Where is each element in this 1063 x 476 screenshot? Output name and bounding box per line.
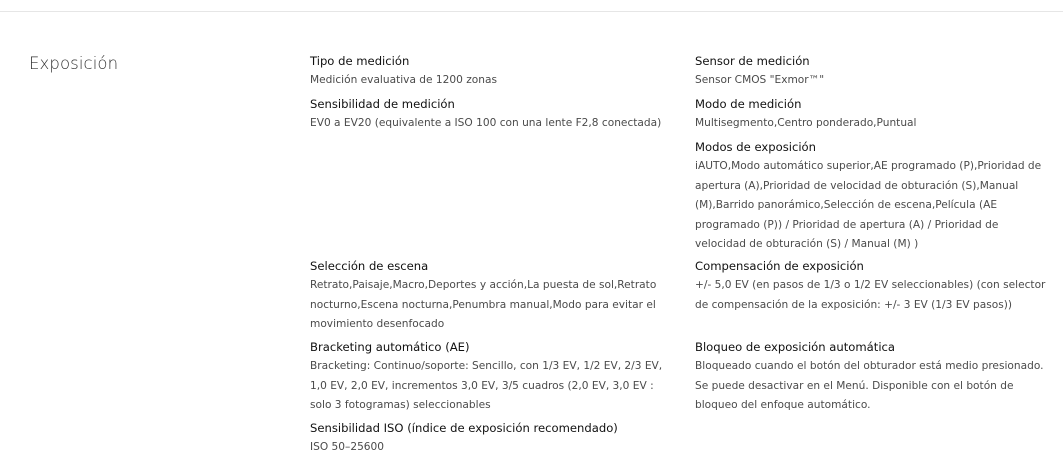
spec-label: Tipo de medición — [310, 54, 410, 68]
spec-ae-lock — [695, 338, 1047, 416]
spec-value: ISO 50–25600 — [310, 441, 385, 453]
spec-label: Sensibilidad ISO (índice de exposición recomendado) — [310, 421, 618, 435]
spec-metering-mode — [695, 95, 1047, 134]
spec-label: Bracketing automático (AE) — [310, 340, 470, 354]
spec-ae-bracketing — [310, 338, 672, 416]
spec-label: Modo de medición — [695, 97, 802, 111]
section-title: Exposición — [29, 54, 119, 73]
spec-value: EV0 a EV20 (equivalente a ISO 100 con una lente F2,8 conectada) — [310, 117, 662, 129]
spec-value: +/- 5,0 EV (en pasos de 1/3 o 1/2 EV seleccionables) (con selector de compensación de la exposición: +/- 3 EV (1/3 EV pasos)) — [695, 279, 1046, 311]
spec-metering-type — [310, 52, 672, 91]
spec-value: Multisegmento,Centro ponderado,Puntual — [695, 117, 917, 129]
spec-value: Bracketing: Continuo/soporte: Sencillo, con 1/3 EV, 1/2 EV, 2/3 EV, 1,0 EV, 2,0 EV, incrementos 3,0 EV, 3/5 cuadros (2,0 EV, 3,0 EV : solo 3 fotogramas) seleccionables — [310, 360, 663, 412]
spec-value: Sensor CMOS "Exmor™" — [695, 74, 825, 86]
spec-scene-selection — [310, 257, 672, 335]
spec-value: Bloqueado cuando el botón del obturador está medio presionado. Se puede desactivar en el Menú. Disponible con el botón de bloqueo del enfoque automático. — [695, 360, 1044, 412]
spec-value: Retrato,Paisaje,Macro,Deportes y acción,La puesta de sol,Retrato nocturno,Escena nocturna,Penumbra manual,Modo para evitar el movimiento desenfocado — [310, 279, 657, 331]
spec-value: iAUTO,Modo automático superior,AE programado (P),Prioridad de apertura (A),Prioridad de velocidad de obturación (S),Manual (M),Barrido panorámico,Selección de escena,Película (AE programado (P)) / Prioridad de apertura (A) / Prioridad de velocidad de obturación (S) / Manual (M) ) — [695, 160, 1042, 251]
spec-metering-sensor — [695, 52, 1047, 91]
spec-metering-sensitivity — [310, 95, 672, 134]
spec-label: Bloqueo de exposición automática — [695, 340, 896, 354]
spec-label: Sensibilidad de medición — [310, 97, 455, 111]
spec-label: Selección de escena — [310, 259, 429, 273]
spec-iso-sensitivity — [310, 419, 672, 458]
spec-exposure-compensation — [695, 257, 1047, 315]
spec-value: Medición evaluativa de 1200 zonas — [310, 74, 498, 86]
spec-exposure-modes — [695, 138, 1047, 255]
spec-label: Modos de exposición — [695, 140, 816, 154]
spec-label: Sensor de medición — [695, 54, 810, 68]
spec-label: Compensación de exposición — [695, 259, 864, 273]
top-divider — [0, 11, 1063, 12]
